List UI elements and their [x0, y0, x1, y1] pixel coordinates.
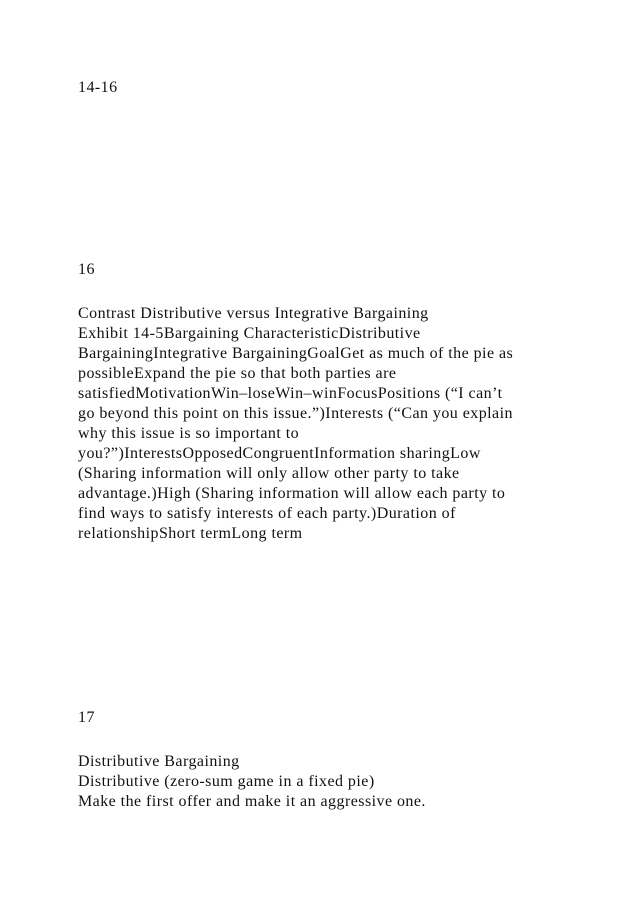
slide-number-16: 16 [78, 261, 95, 278]
slide-16-text-line: Exhibit 14-5Bargaining CharacteristicDistributive [78, 325, 421, 342]
slide-16-text-line: find ways to satisfy interests of each party.)Duration of [78, 505, 456, 522]
page-label: 14-16 [78, 79, 118, 96]
slide-16-text-line: possibleExpand the pie so that both parties are [78, 365, 397, 382]
slide-16-text-line: go beyond this point on this issue.”)Interests (“Can you explain [78, 405, 513, 422]
slide-17-text-line: Distributive (zero-sum game in a fixed pie) [78, 773, 375, 790]
slide-16-text-line: you?”)InterestsOpposedCongruentInformation sharingLow [78, 445, 481, 462]
slide-16-text-line: relationshipShort termLong term [78, 525, 303, 542]
slide-17-text-line: Make the first offer and make it an aggressive one. [78, 793, 426, 810]
slide-16-text-line: why this issue is so important to [78, 425, 300, 442]
slide-number-17: 17 [78, 709, 95, 726]
slide-16-text-line: (Sharing information will only allow other party to take [78, 465, 460, 482]
slide-16-text-line: BargainingIntegrative BargainingGoalGet as much of the pie as [78, 345, 514, 362]
slide-17-title: Distributive Bargaining [78, 753, 240, 770]
slide-16-text-line: advantage.)High (Sharing information will allow each party to [78, 485, 506, 502]
slide-16-title: Contrast Distributive versus Integrative Bargaining [78, 305, 429, 322]
slide-16-text-line: satisfiedMotivationWin–loseWin–winFocusPositions (“I can’t [78, 385, 503, 402]
